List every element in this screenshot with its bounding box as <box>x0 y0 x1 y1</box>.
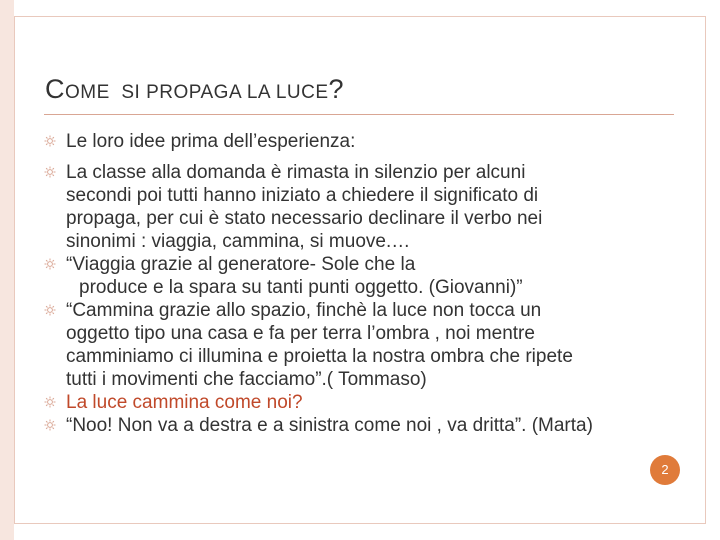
bullet-text: tutti i movimenti che facciamo”.( Tommaso) <box>66 369 427 390</box>
bullet-text: “Cammina grazie allo spazio, finchè la luce non tocca un <box>66 300 542 321</box>
sun-bullet-icon <box>44 304 56 316</box>
sun-bullet-icon <box>44 135 56 147</box>
bullet-list <box>42 130 692 437</box>
bullet-text: oggetto tipo una casa e fa per terra l’ombra , noi mentre <box>66 323 535 344</box>
bullet-item <box>42 253 692 299</box>
title-underline <box>44 114 674 115</box>
title-first-letter: C <box>45 74 65 104</box>
bullet-text: camminiamo ci illumina e proietta la nostra ombra che ripete <box>66 346 573 367</box>
bullet-text: La luce cammina come noi? <box>66 392 303 413</box>
bullet-text: “Viaggia grazie al generatore- Sole che la <box>66 254 416 275</box>
sun-bullet-icon <box>44 166 56 178</box>
frame-left <box>14 16 15 524</box>
bullet-text: secondi poi tutti hanno iniziato a chiedere il significato di <box>66 185 539 206</box>
left-edge-band <box>0 0 14 540</box>
bullet-item <box>42 130 692 153</box>
page-number-badge: 2 <box>650 455 680 485</box>
bullet-text: “Noo! Non va a destra e a sinistra come noi , va dritta”. (Marta) <box>66 415 593 436</box>
bullet-item <box>42 414 692 437</box>
bullet-item <box>42 161 692 253</box>
bullet-text: sinonimi : viaggia, cammina, si muove.… <box>66 231 411 252</box>
bullet-text: Le loro idee prima dell’esperienza: <box>66 131 356 152</box>
frame-top <box>14 16 706 17</box>
slide-title <box>45 74 344 105</box>
title-word1-rest: OME <box>65 82 110 103</box>
sun-bullet-icon <box>44 419 56 431</box>
bullet-text: La classe alla domanda è rimasta in silenzio per alcuni <box>66 162 526 183</box>
frame-right <box>705 16 706 524</box>
bullet-item <box>42 299 692 391</box>
title-question-mark: ? <box>328 74 345 104</box>
frame-bottom <box>14 523 706 524</box>
bullet-text: produce e la spara su tanti punti oggetto. (Giovanni)” <box>79 277 523 298</box>
bullet-item <box>42 391 692 414</box>
sun-bullet-icon <box>44 258 56 270</box>
title-rest: SI PROPAGA LA LUCE <box>121 82 329 103</box>
bullet-text: propaga, per cui è stato necessario declinare il verbo nei <box>66 208 543 229</box>
sun-bullet-icon <box>44 396 56 408</box>
